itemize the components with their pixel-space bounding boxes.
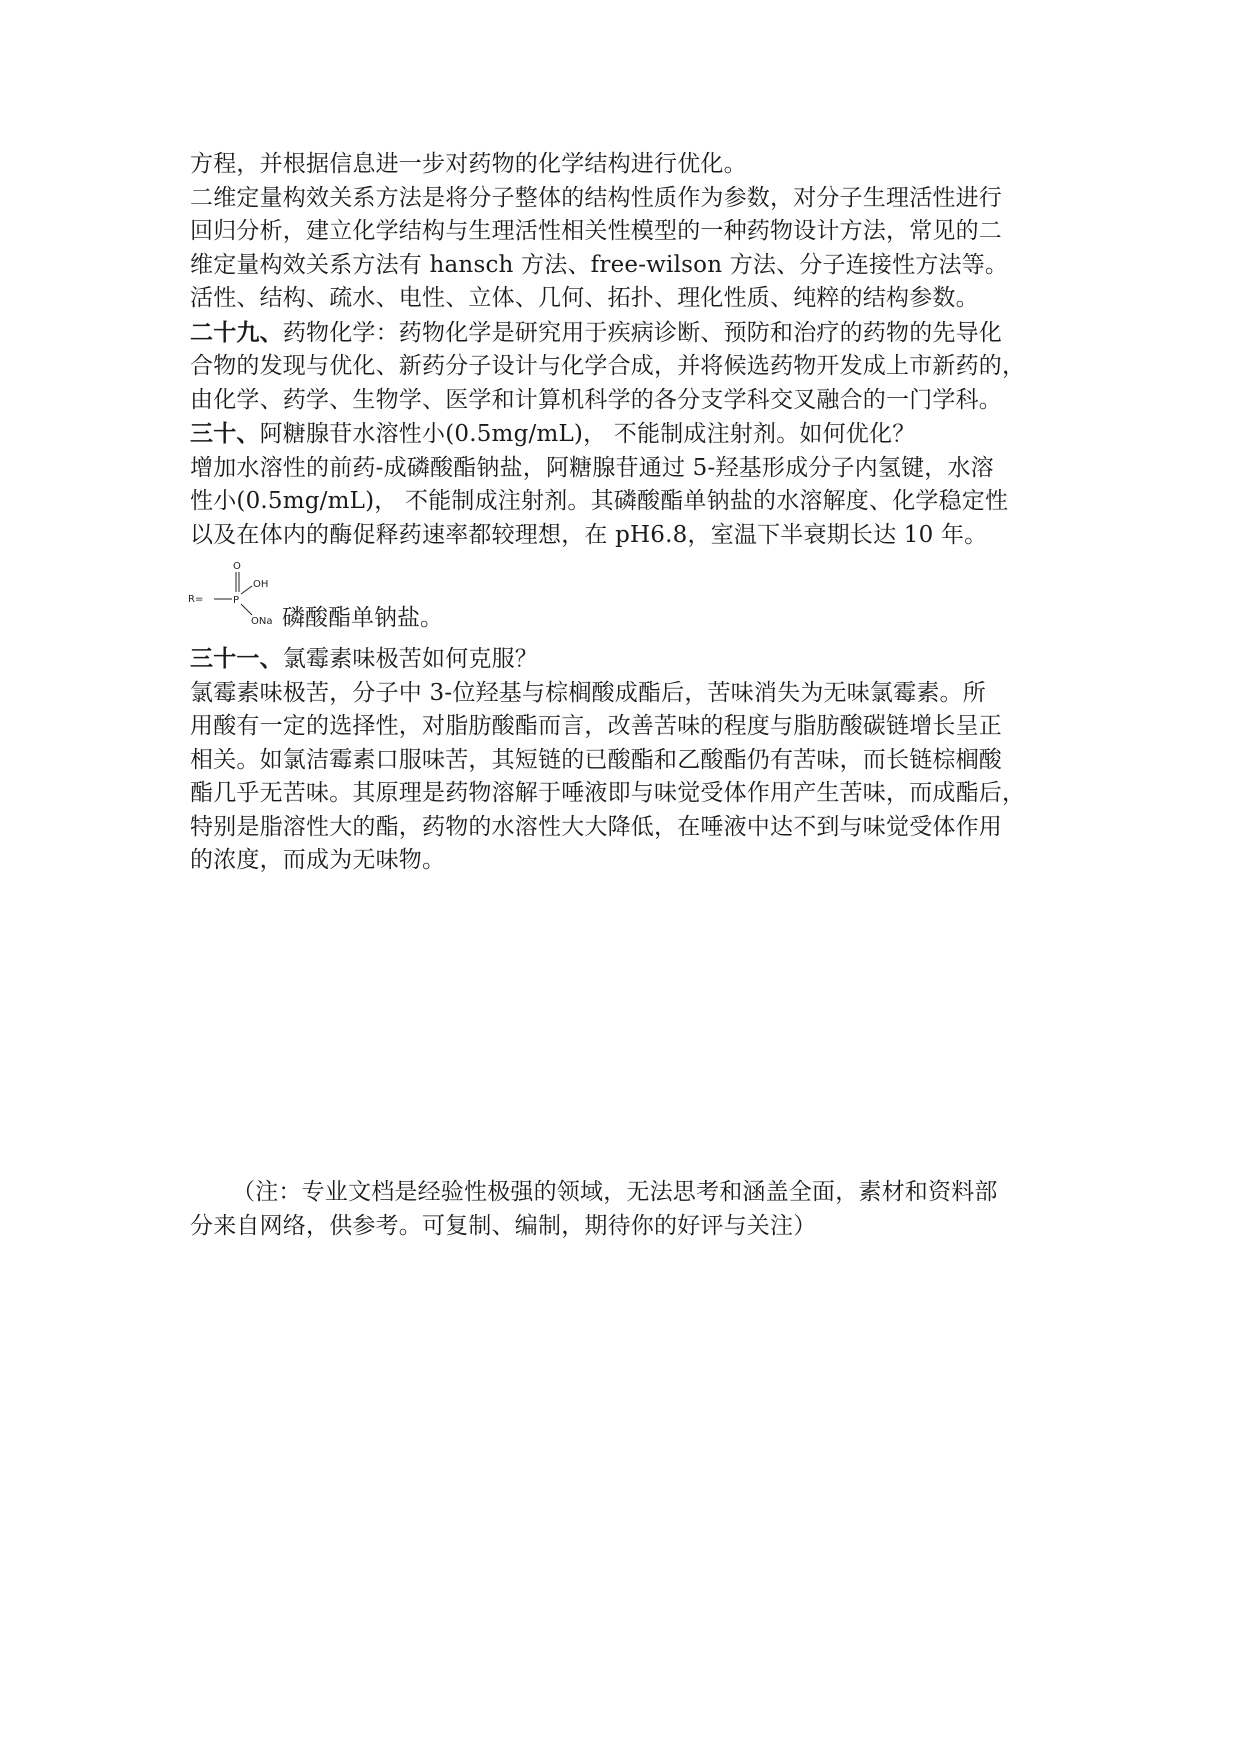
structure-p-label: P xyxy=(233,595,240,606)
note-line: 分来自网络，供参考。可复制、编制，期待你的好评与关注） xyxy=(190,1212,817,1239)
section-31-question xyxy=(190,642,1060,677)
paragraph-line: 相关。如氯洁霉素口服味苦，其短链的已酸酯和乙酸酯仍有苦味，而长链棕榈酸 xyxy=(190,746,1002,773)
structure-o-label: O xyxy=(233,561,241,572)
paragraph-line: 由化学、药学、生物学、医学和计算机科学的各分支学科交叉融合的一门学科。 xyxy=(190,386,1002,413)
paragraph-line: 方程，并根据信息进一步对药物的化学结构进行优化。 xyxy=(190,151,747,177)
section-29 xyxy=(190,316,1060,418)
section-29-heading: 二十九、 xyxy=(190,318,283,346)
document-body xyxy=(190,148,1060,878)
section-31-question-text: 氯霉素味极苦如何克服？ xyxy=(282,646,539,672)
structure-oh-label: OH xyxy=(253,579,269,590)
section-30-question-text: 阿糖腺苷水溶性小(0.5mg/mL)， 不能制成注射剂。如何优化？ xyxy=(259,421,916,447)
paragraph-line: 活性、结构、疏水、电性、立体、几何、拓扑、理化性质、纯粹的结构参数。 xyxy=(190,285,979,311)
paragraph-line: 以及在体内的酶促释药速率都较理想，在 pH6.8，室温下半衰期长达 10 年。 xyxy=(190,521,988,548)
note-line: （注：专业文档是经验性极强的领域，无法思考和涵盖全面，素材和资料部 xyxy=(232,1179,998,1205)
paragraph-line: 二维定量构效关系方法是将分子整体的结构性质作为参数，对分子生理活性进行 xyxy=(190,184,1002,211)
section-29-text: 药物化学：药物化学是研究用于疾病诊断、预防和治疗的药物的先导化 xyxy=(282,319,1003,346)
paragraph-line: 特别是脂溶性大的酯，药物的水溶性大大降低，在唾液中达不到与味觉受体作用 xyxy=(190,813,1002,840)
section-30 xyxy=(190,417,1060,638)
section-31-heading: 三十一、 xyxy=(190,645,283,672)
paragraph-line: 增加水溶性的前药-成磷酸酯钠盐，阿糖腺苷通过 5-羟基形成分子内氢键，水溶 xyxy=(190,454,994,481)
phosphate-structure-diagram xyxy=(188,558,280,638)
section-30-heading: 三十、 xyxy=(190,420,260,447)
structure-bond xyxy=(241,604,252,615)
paragraph-line: 酯几乎无苦味。其原理是药物溶解于唾液即与味觉受体作用产生苦味，而成酯后， xyxy=(190,780,1026,806)
structure-caption: 磷酸酯单钠盐。 xyxy=(282,605,443,631)
structure-bond xyxy=(241,586,252,594)
section-28-tail xyxy=(190,148,1060,316)
footer-note xyxy=(190,1176,1060,1243)
phosphate-structure-row xyxy=(190,558,1060,638)
structure-ona-label: ONa xyxy=(251,616,273,627)
paragraph-line: 合物的发现与优化、新药分子设计与化学合成，并将候选药物开发成上市新药的， xyxy=(190,353,1026,379)
paragraph-line: 维定量构效关系方法有 hansch 方法、free-wilson 方法、分子连接性方法等。 xyxy=(190,251,1009,278)
paragraph-line: 性小(0.5mg/mL)， 不能制成注射剂。其磷酸酯单钠盐的水溶解度、化学稳定性 xyxy=(190,488,1009,514)
structure-r-label: R= xyxy=(188,594,204,605)
section-30-question xyxy=(190,417,1060,452)
paragraph-line: 回归分析，建立化学结构与生理活性相关性模型的一种药物设计方法，常见的二 xyxy=(190,218,1002,244)
section-31 xyxy=(190,642,1060,878)
paragraph-line: 氯霉素味极苦，分子中 3-位羟基与棕榈酸成酯后，苦味消失为无味氯霉素。所 xyxy=(190,679,986,706)
section-29-first-line xyxy=(190,316,1060,351)
paragraph-line: 的浓度，而成为无味物。 xyxy=(190,847,446,873)
paragraph-line: 用酸有一定的选择性，对脂肪酸酯而言，改善苦味的程度与脂肪酸碳链增长呈正 xyxy=(190,713,1002,739)
